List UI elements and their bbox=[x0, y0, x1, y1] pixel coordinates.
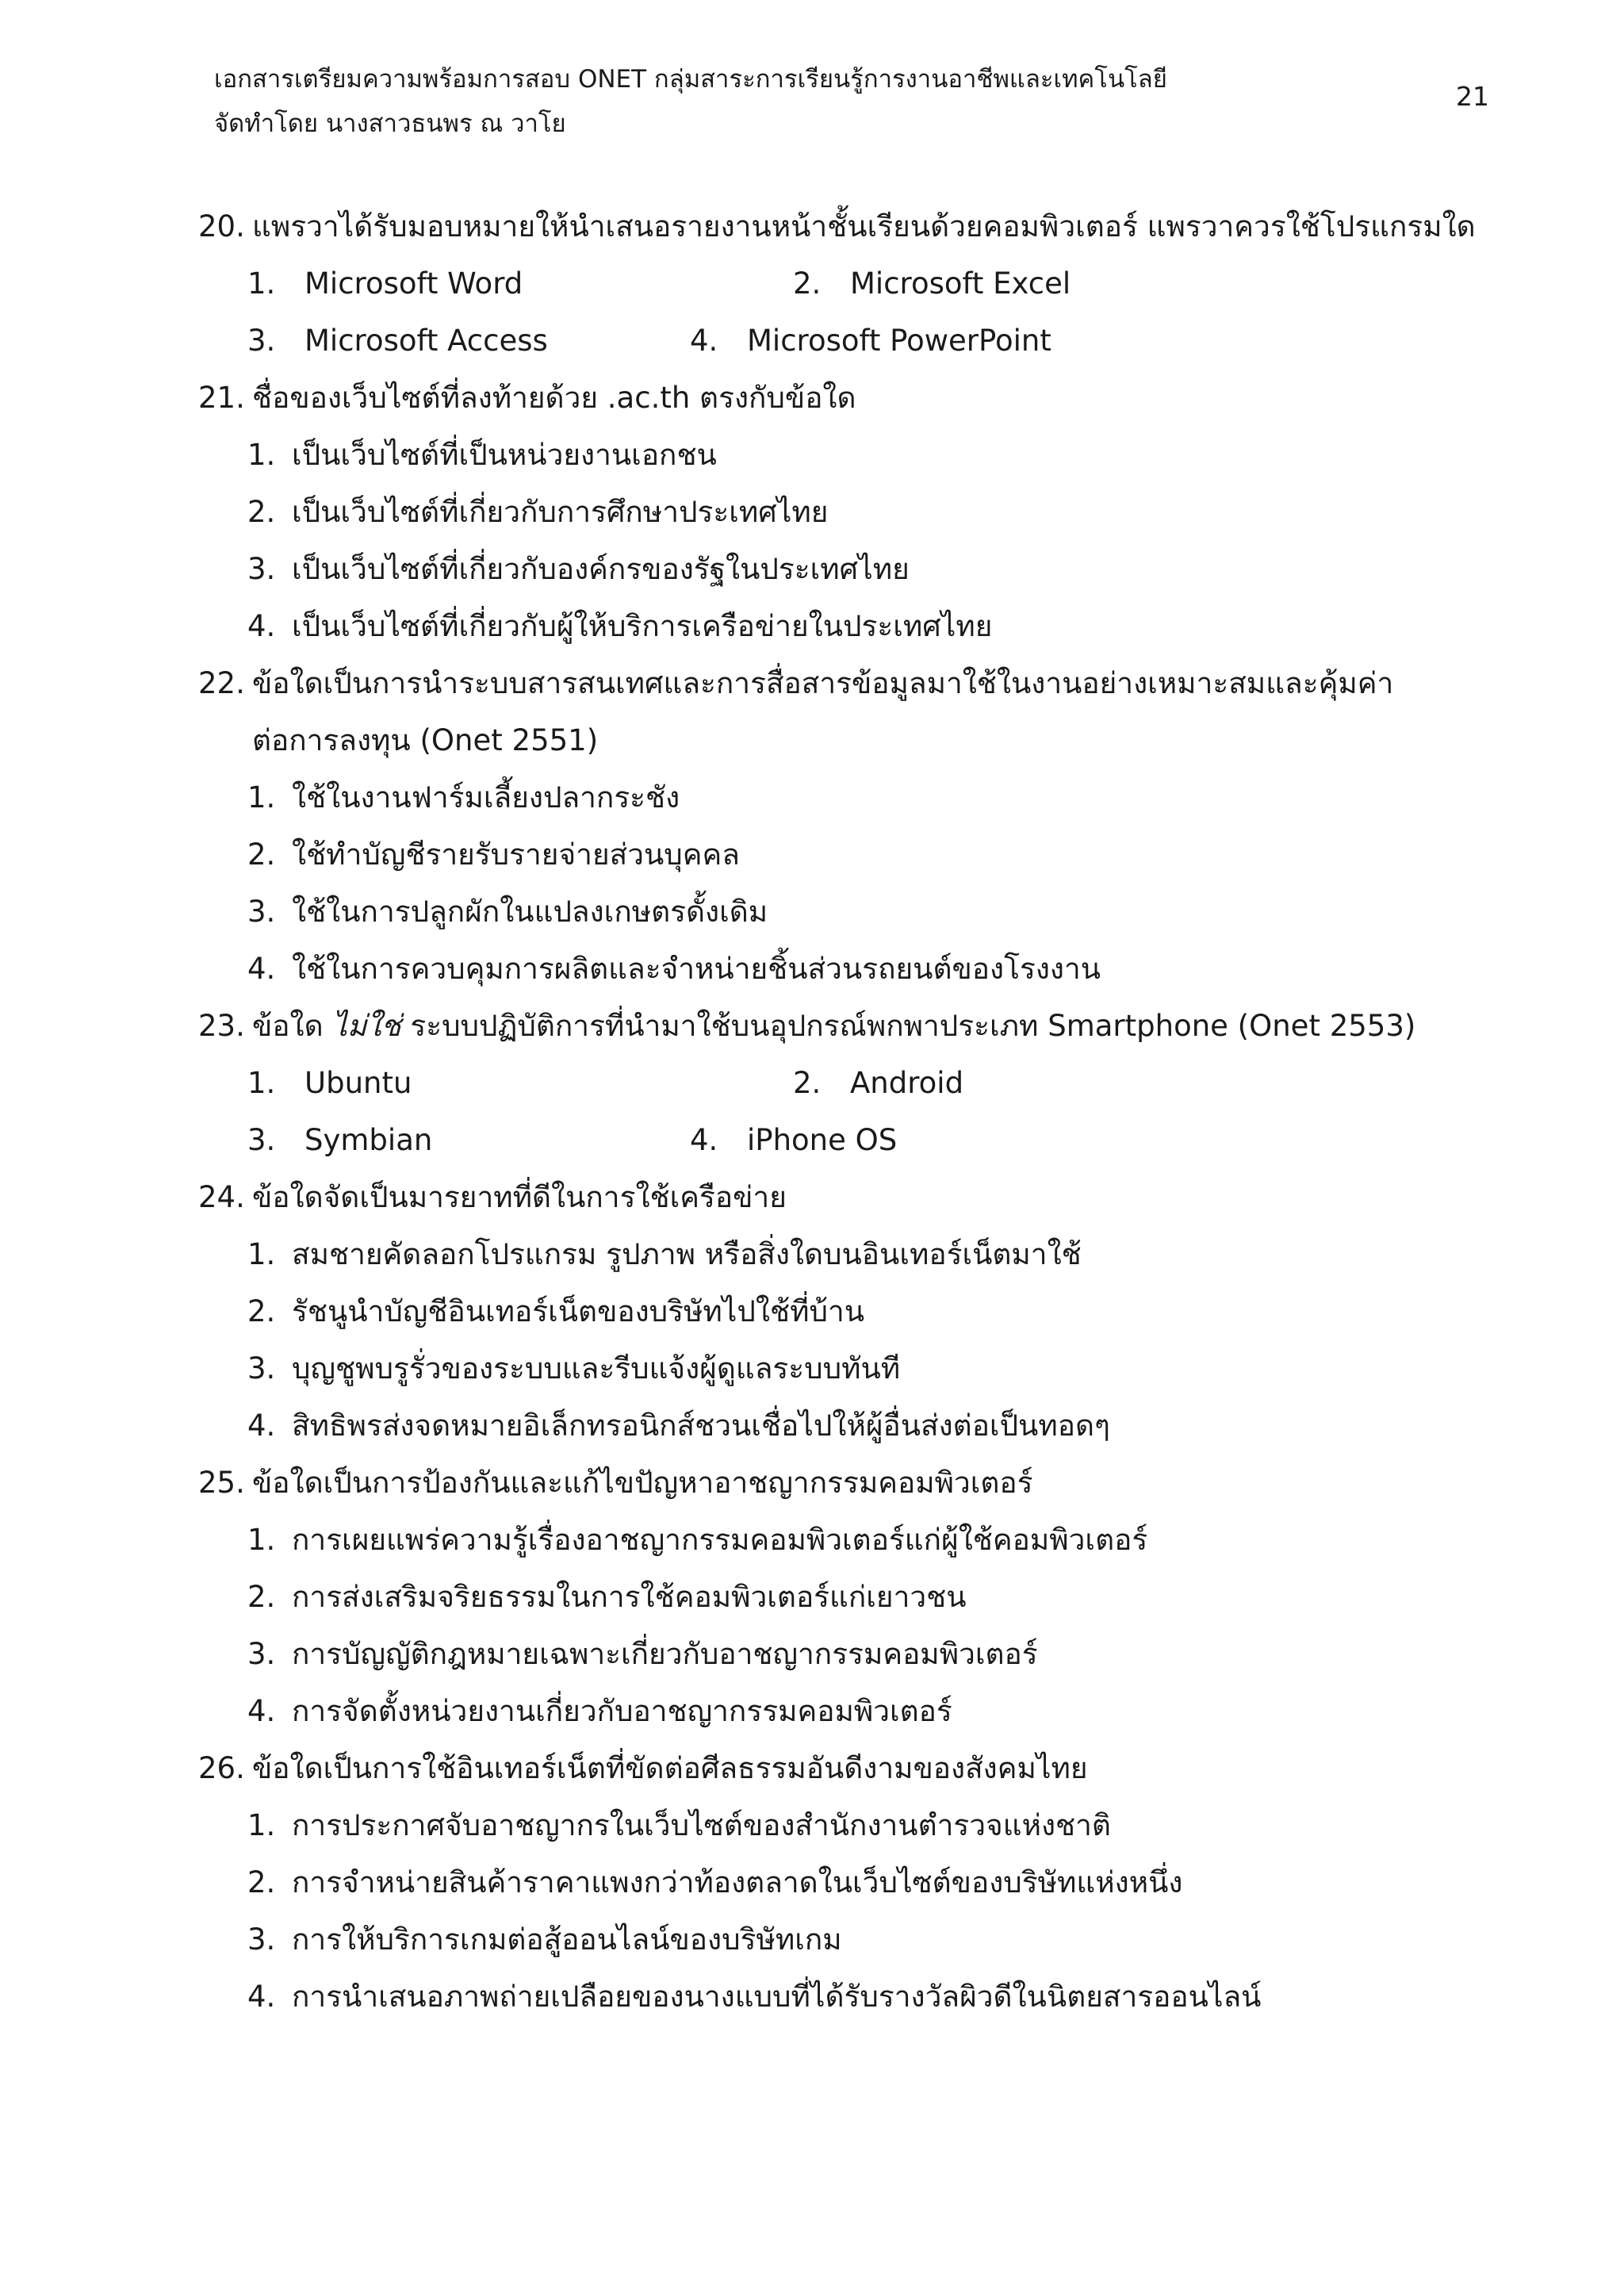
option-list bbox=[198, 1226, 1562, 1455]
option-4 bbox=[690, 1112, 897, 1169]
question-text: ข้อใดเป็นการป้องกันและแก้ไขปัญหาอาชญากรรมคอมพิวเตอร์ bbox=[252, 1466, 1033, 1500]
option-3 bbox=[198, 1911, 1562, 1968]
option-number: 1. bbox=[247, 266, 276, 301]
option-text: Microsoft PowerPoint bbox=[747, 324, 1051, 358]
question-stem bbox=[198, 1740, 1562, 1797]
question-text: ข้อใดเป็นการใช้อินเทอร์เน็ตที่ขัดต่อศีลธรรมอันดีงามของสังคมไทย bbox=[252, 1751, 1088, 1785]
option-number: 3. bbox=[247, 895, 276, 929]
option-number: 3. bbox=[247, 552, 276, 586]
option-number: 1. bbox=[247, 438, 276, 472]
option-text: การจัดตั้งหน่วยงานเกี่ยวกับอาชญากรรมคอมพิวเตอร์ bbox=[292, 1694, 952, 1728]
question-26 bbox=[198, 1740, 1562, 2026]
question-24 bbox=[198, 1169, 1562, 1455]
option-number: 2. bbox=[247, 838, 276, 872]
question-stem bbox=[198, 370, 1562, 427]
option-4 bbox=[198, 598, 1562, 655]
option-number: 4. bbox=[247, 952, 276, 986]
option-text: เป็นเว็บไซต์ที่เกี่ยวกับการศึกษาประเทศไทย bbox=[292, 495, 829, 529]
header-author: จัดทำโดย นางสาวธนพร ณ วาโย bbox=[214, 109, 566, 138]
question-text-pre: ข้อใด bbox=[252, 1009, 333, 1043]
option-text: ใช้ในการปลูกผักในแปลงเกษตรดั้งเดิม bbox=[292, 895, 768, 929]
question-25 bbox=[198, 1455, 1562, 1740]
page-header bbox=[214, 57, 1404, 146]
option-number: 2. bbox=[247, 1580, 276, 1614]
question-list bbox=[198, 198, 1562, 2026]
option-number: 2. bbox=[793, 266, 822, 301]
option-text: เป็นเว็บไซต์ที่เกี่ยวกับองค์กรของรัฐในประเทศไทย bbox=[292, 552, 910, 586]
option-2 bbox=[198, 484, 1562, 541]
question-number: 22. bbox=[198, 666, 245, 700]
option-text: Android bbox=[850, 1066, 964, 1100]
question-stem bbox=[198, 1455, 1562, 1512]
option-number: 1. bbox=[247, 780, 276, 815]
option-grid bbox=[198, 255, 1562, 370]
option-number: 4. bbox=[690, 324, 718, 358]
option-1 bbox=[198, 427, 1562, 484]
option-1 bbox=[198, 769, 1562, 826]
question-22 bbox=[198, 655, 1562, 998]
option-number: 3. bbox=[247, 1922, 276, 1957]
question-text-post: ระบบปฏิบัติการที่นำมาใช้บนอุปกรณ์พกพาประเภท Smartphone (Onet 2553) bbox=[400, 1009, 1416, 1043]
option-number: 3. bbox=[247, 1123, 276, 1157]
question-text: ชื่อของเว็บไซต์ที่ลงท้ายด้วย .ac.th ตรงกับข้อใด bbox=[252, 381, 856, 415]
question-stem bbox=[198, 198, 1562, 255]
option-text: iPhone OS bbox=[747, 1123, 898, 1157]
option-4 bbox=[198, 1397, 1562, 1455]
option-number: 2. bbox=[247, 495, 276, 529]
option-number: 1. bbox=[247, 1523, 276, 1557]
question-number: 24. bbox=[198, 1180, 245, 1214]
option-text: รัชนูนำบัญชีอินเทอร์เน็ตของบริษัทไปใช้ที่บ้าน bbox=[292, 1294, 865, 1328]
option-text: การบัญญัติกฎหมายเฉพาะเกี่ยวกับอาชญากรรมคอมพิวเตอร์ bbox=[292, 1637, 1038, 1671]
option-number: 4. bbox=[247, 609, 276, 643]
option-2 bbox=[198, 1283, 1562, 1340]
option-text: เป็นเว็บไซต์ที่เกี่ยวกับผู้ให้บริการเครือข่ายในประเทศไทย bbox=[292, 609, 993, 643]
option-text: การเผยแพร่ความรู้เรื่องอาชญากรรมคอมพิวเตอร์แก่ผู้ใช้คอมพิวเตอร์ bbox=[292, 1523, 1148, 1557]
option-3 bbox=[198, 541, 1562, 598]
option-number: 4. bbox=[247, 1980, 276, 2014]
option-3 bbox=[198, 1626, 1562, 1683]
option-2 bbox=[793, 255, 1071, 312]
question-negation: ไม่ใช่ bbox=[332, 1009, 401, 1043]
question-23 bbox=[198, 998, 1562, 1169]
option-1 bbox=[198, 1512, 1562, 1569]
option-2 bbox=[198, 1569, 1562, 1626]
page-number: 21 bbox=[1456, 81, 1489, 112]
question-number: 20. bbox=[198, 209, 245, 243]
option-2 bbox=[793, 1055, 963, 1112]
option-text: ใช้ทำบัญชีรายรับรายจ่ายส่วนบุคคล bbox=[292, 838, 740, 872]
option-text: ใช้ในงานฟาร์มเลี้ยงปลากระชัง bbox=[292, 780, 680, 815]
option-grid bbox=[198, 1055, 1562, 1169]
option-number: 2. bbox=[793, 1066, 822, 1100]
option-text: เป็นเว็บไซต์ที่เป็นหน่วยงานเอกชน bbox=[292, 438, 717, 472]
question-stem bbox=[198, 655, 1562, 712]
option-list bbox=[198, 769, 1562, 998]
question-stem-continued: ต่อการลงทุน (Onet 2551) bbox=[252, 723, 599, 757]
option-text: การให้บริการเกมต่อสู้ออนไลน์ของบริษัทเกม bbox=[292, 1922, 842, 1957]
option-text: บุญชูพบรูรั่วของระบบและรีบแจ้งผู้ดูแลระบบทันที bbox=[292, 1351, 901, 1386]
option-number: 1. bbox=[247, 1808, 276, 1842]
option-number: 4. bbox=[247, 1409, 276, 1443]
option-list bbox=[198, 427, 1562, 655]
option-text: การประกาศจับอาชญากรในเว็บไซต์ของสำนักงานตำรวจแห่งชาติ bbox=[292, 1808, 1111, 1842]
option-3 bbox=[198, 1340, 1562, 1397]
question-text: แพรวาได้รับมอบหมายให้นำเสนอรายงานหน้าชั้นเรียนด้วยคอมพิวเตอร์ แพรวาควรใช้โปรแกรมใด bbox=[252, 209, 1476, 243]
option-text: สิทธิพรส่งจดหมายอิเล็กทรอนิกส์ชวนเชื่อไปให้ผู้อื่นส่งต่อเป็นทอดๆ bbox=[292, 1409, 1110, 1443]
option-number: 3. bbox=[247, 324, 276, 358]
option-text: สมชายคัดลอกโปรแกรม รูปภาพ หรือสิ่งใดบนอินเทอร์เน็ตมาใช้ bbox=[292, 1237, 1082, 1271]
option-number: 4. bbox=[690, 1123, 718, 1157]
question-text: ข้อใดจัดเป็นมารยาทที่ดีในการใช้เครือข่าย bbox=[252, 1180, 787, 1214]
option-1 bbox=[198, 1226, 1562, 1283]
option-number: 1. bbox=[247, 1066, 276, 1100]
option-list bbox=[198, 1797, 1562, 2026]
option-1 bbox=[247, 255, 523, 312]
option-text: Symbian bbox=[304, 1123, 433, 1157]
option-number: 3. bbox=[247, 1637, 276, 1671]
question-number: 25. bbox=[198, 1466, 245, 1500]
option-text: การนำเสนอภาพถ่ายเปลือยของนางแบบที่ได้รับรางวัลผิวดีในนิตยสารออนไลน์ bbox=[292, 1980, 1262, 2014]
option-3 bbox=[198, 884, 1562, 941]
option-text: การจำหน่ายสินค้าราคาแพงกว่าท้องตลาดในเว็บไซต์ของบริษัทแห่งหนึ่ง bbox=[292, 1865, 1183, 1899]
question-number: 26. bbox=[198, 1751, 245, 1785]
option-number: 2. bbox=[247, 1294, 276, 1328]
option-text: Microsoft Word bbox=[304, 266, 523, 301]
option-3 bbox=[247, 312, 548, 370]
option-number: 1. bbox=[247, 1237, 276, 1271]
option-text: การส่งเสริมจริยธรรมในการใช้คอมพิวเตอร์แก่เยาวชน bbox=[292, 1580, 967, 1614]
option-number: 3. bbox=[247, 1351, 276, 1386]
question-number: 23. bbox=[198, 1009, 245, 1043]
option-2 bbox=[198, 826, 1562, 884]
option-text: Ubuntu bbox=[304, 1066, 412, 1100]
option-number: 2. bbox=[247, 1865, 276, 1899]
option-text: Microsoft Access bbox=[304, 324, 548, 358]
option-text: ใช้ในการควบคุมการผลิตและจำหน่ายชิ้นส่วนรถยนต์ของโรงงาน bbox=[292, 952, 1101, 986]
question-text: ข้อใดเป็นการนำระบบสารสนเทศและการสื่อสารข้อมูลมาใช้ในงานอย่างเหมาะสมและคุ้มค่า bbox=[252, 666, 1394, 700]
question-21 bbox=[198, 370, 1562, 655]
option-2 bbox=[198, 1854, 1562, 1911]
question-stem bbox=[198, 998, 1562, 1055]
option-4 bbox=[198, 941, 1562, 998]
option-4 bbox=[198, 1683, 1562, 1740]
question-number: 21. bbox=[198, 381, 245, 415]
option-text: Microsoft Excel bbox=[850, 266, 1071, 301]
option-4 bbox=[198, 1968, 1562, 2026]
question-20 bbox=[198, 198, 1562, 370]
option-1 bbox=[198, 1797, 1562, 1854]
option-3 bbox=[247, 1112, 432, 1169]
option-1 bbox=[247, 1055, 412, 1112]
header-title: เอกสารเตรียมความพร้อมการสอบ ONET กลุ่มสาระการเรียนรู้การงานอาชีพและเทคโนโลยี bbox=[214, 65, 1167, 94]
option-4 bbox=[690, 312, 1051, 370]
question-stem bbox=[198, 1169, 1562, 1226]
option-list bbox=[198, 1512, 1562, 1740]
option-number: 4. bbox=[247, 1694, 276, 1728]
